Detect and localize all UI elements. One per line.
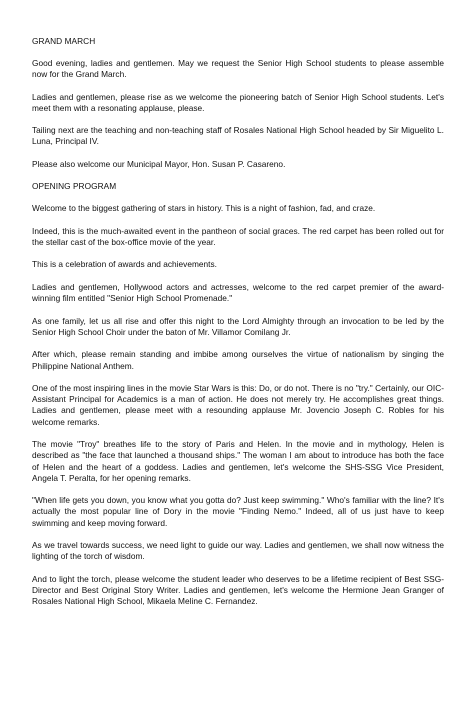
- section-heading-opening-program: OPENING PROGRAM: [32, 181, 117, 192]
- paragraph: One of the most inspiring lines in the movie Star Wars is this: Do, or do not. There is no "try." Certainly, our OIC-Assistant Principal for Academics is a man of action. He does not merely try. He accomplishes great things. Ladies and gentlemen, please meet with a resounding applause Mr. Jovencio Joseph C. Robles for his welcome remarks.: [32, 383, 444, 427]
- paragraph: Good evening, ladies and gentlemen. May we request the Senior High School students to please assemble now for the Grand March.: [32, 57, 444, 79]
- paragraph: The movie "Troy" breathes life to the story of Paris and Helen. In the movie and in mythology, Helen is described as "the face that launched a thousand ships." The woman I am about to introduce has both the face of Helen and the heart of a goddess. Ladies and gentlemen, let's welcome the SHS-SSG Vice President, Angela T. Peralta, for her opening remarks.: [32, 439, 444, 483]
- paragraph: Tailing next are the teaching and non-teaching staff of Rosales National High School headed by Sir Miguelito L. Luna, Principal IV.: [32, 125, 444, 147]
- paragraph: This is a celebration of awards and achievements.: [32, 259, 217, 270]
- paragraph: Welcome to the biggest gathering of stars in history. This is a night of fashion, fad, and craze.: [32, 203, 376, 214]
- section-heading-grand-march: GRAND MARCH: [32, 36, 96, 46]
- paragraph: Indeed, this is the much-awaited event in the pantheon of social graces. The red carpet has been rolled out for the stellar cast of the box-office movie of the year.: [32, 225, 444, 247]
- paragraph: Ladies and gentlemen, please rise as we welcome the pioneering batch of Senior High School students. Let's meet them with a resonating applause, please.: [32, 91, 444, 113]
- paragraph: Ladies and gentlemen, Hollywood actors and actresses, welcome to the red carpet premier of the award-winning film entitled "Senior High School Promenade.": [32, 281, 444, 304]
- document-page: [32, 36, 444, 619]
- paragraph: Please also welcome our Municipal Mayor, Hon. Susan P. Casareno.: [32, 158, 286, 169]
- paragraph: "When life gets you down, you know what you gotta do? Just keep swimming." Who's familiar with the line? It's actually the most popular line of Dory in the movie "Finding Nemo." Indeed, all of us just have to keep swimming and keep moving forward.: [32, 495, 444, 528]
- paragraph: As one family, let us all rise and offer this night to the Lord Almighty through an invocation to be led by the Senior High School Choir under the baton of Mr. Villamor Comilang Jr.: [32, 315, 444, 337]
- paragraph: After which, please remain standing and imbibe among ourselves the virtue of nationalism by singing the Philippine National Anthem.: [32, 349, 444, 371]
- paragraph: And to light the torch, please welcome the student leader who deserves to be a lifetime recipient of Best SSG-Director and Best Original Story Writer. Ladies and gentlemen, let's welcome the Hermione Jean Granger of Rosales National High School, Mikaela Meline C. Fernandez.: [32, 573, 444, 607]
- paragraph: As we travel towards success, we need light to guide our way. Ladies and gentlemen, we shall now witness the lighting of the torch of wisdom.: [32, 540, 444, 562]
